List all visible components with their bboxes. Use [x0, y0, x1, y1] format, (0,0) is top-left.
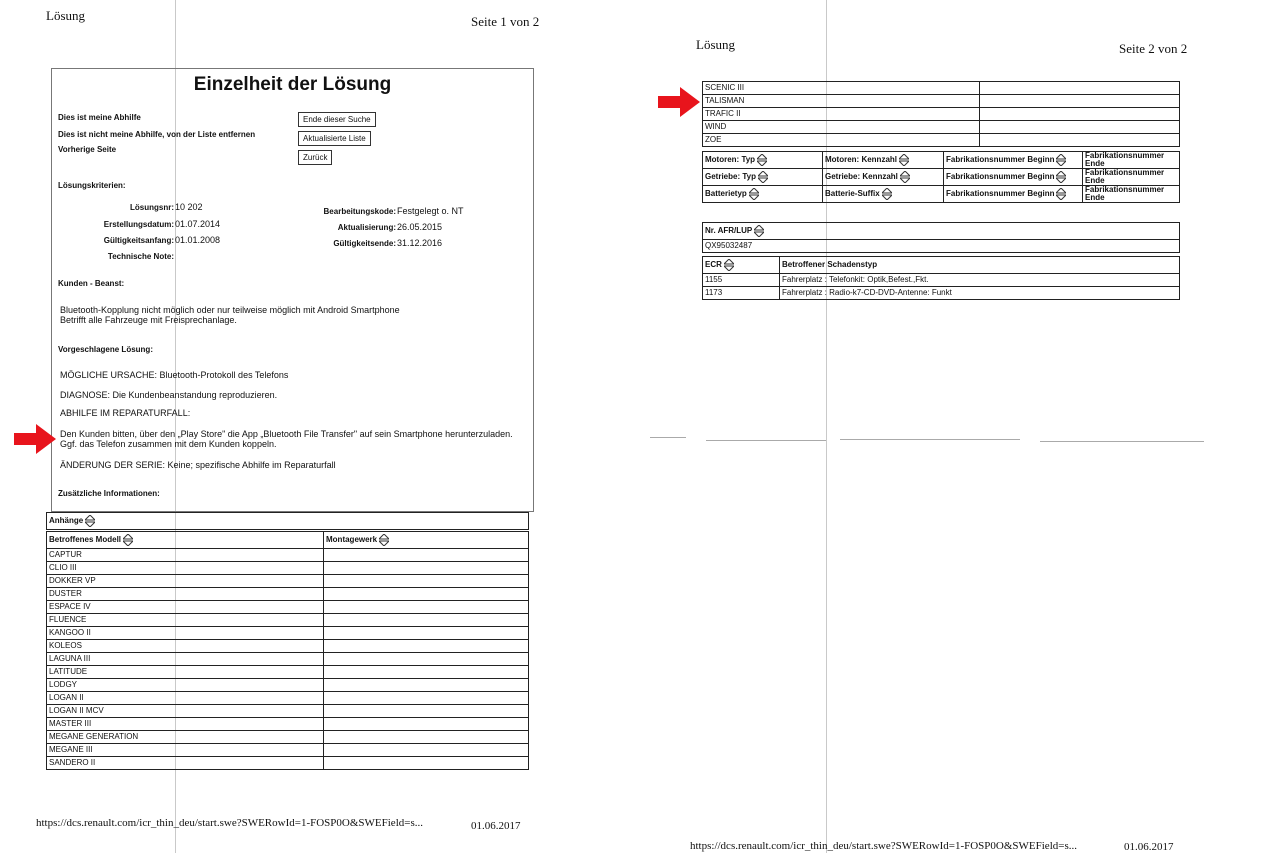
page1-header-right: Seite 1 von 2: [471, 14, 540, 29]
field-label-created: Erstellungsdatum:: [103, 220, 174, 229]
sort-arrows-icon[interactable]: [85, 515, 95, 527]
table-row: [47, 744, 529, 757]
table-row: [703, 240, 1180, 253]
ecr-code-cell: 1155: [703, 274, 780, 287]
table-row: [703, 108, 1180, 121]
plant-cell: [324, 705, 529, 718]
gearbox-serial-end-label: Fabrikationsnummer Ende: [1085, 168, 1165, 185]
scan-noise: [650, 437, 686, 438]
model-cell: WIND: [703, 121, 980, 134]
complaint-line-2: Betrifft alle Fahrzeuge mit Freisprechanlage.: [60, 315, 237, 325]
diagnosis-text: DIAGNOSE: Die Kundenbeanstandung reproduzieren.: [60, 390, 278, 400]
plant-cell: [324, 640, 529, 653]
engine-row: [703, 152, 1180, 169]
model-cell: ZOE: [703, 134, 980, 147]
model-column-header[interactable]: [47, 532, 324, 549]
table-row: [47, 757, 529, 770]
model-cell: TRAFIC II: [703, 108, 980, 121]
battery-serial-end-label: Fabrikationsnummer Ende: [1085, 185, 1165, 202]
damage-desc-cell: Fahrerplatz : Radio-k7-CD-DVD-Antenne: Funkt: [780, 287, 1180, 300]
solution-detail-panel: [51, 68, 534, 512]
field-value-solution-no: 10 202: [175, 202, 203, 212]
table-row: [47, 640, 529, 653]
model-cell: CLIO III: [47, 562, 324, 575]
field-label-tech-note: Technische Note:: [107, 252, 174, 261]
engine-code-label: Motoren: Kennzahl: [825, 155, 897, 164]
scan-noise: [706, 440, 826, 441]
plant-cell: [324, 575, 529, 588]
model-cell: MEGANE GENERATION: [47, 731, 324, 744]
model-cell: KANGOO II: [47, 627, 324, 640]
series-change-text: ÄNDERUNG DER SERIE: Keine; spezifische Abhilfe im Reparaturfall: [60, 460, 336, 470]
action-label-2: Dies ist nicht meine Abhilfe, von der Liste entfernen: [58, 130, 256, 139]
model-column-label: Betroffenes Modell: [49, 535, 122, 544]
model-cell: MEGANE III: [47, 744, 324, 757]
models-table-page2: [702, 81, 1180, 147]
model-cell: SANDERO II: [47, 757, 324, 770]
page2-footer-date: 01.06.2017: [1124, 841, 1174, 853]
field-value-edit-code: Festgelegt o. NT: [397, 206, 464, 216]
model-cell: MASTER III: [47, 718, 324, 731]
gearbox-type-header[interactable]: [703, 169, 823, 186]
table-row: [703, 274, 1180, 287]
plant-cell: [324, 718, 529, 731]
remedy-line-1: Den Kunden bitten, über den „Play Store" die App „Bluetooth File Transfer" auf sein Smartphone herunterzuladen.: [60, 429, 513, 439]
table-row: [47, 679, 529, 692]
battery-serial-end-header[interactable]: [1083, 186, 1180, 203]
sort-arrows-icon[interactable]: [882, 188, 892, 200]
gearbox-code-header[interactable]: [823, 169, 944, 186]
plant-cell: [324, 562, 529, 575]
table-row: [47, 718, 529, 731]
components-table: [702, 151, 1180, 203]
engine-serial-start-label: Fabrikationsnummer Beginn: [946, 155, 1055, 164]
table-row: [47, 627, 529, 640]
gearbox-code-label: Getriebe: Kennzahl: [825, 172, 898, 181]
table-row: [47, 692, 529, 705]
model-cell: TALISMAN: [703, 95, 980, 108]
plant-column-header[interactable]: [324, 532, 529, 549]
engine-type-header[interactable]: [703, 152, 823, 169]
engine-serial-end-label: Fabrikationsnummer Ende: [1085, 151, 1165, 168]
table-row: [47, 705, 529, 718]
model-cell: LAGUNA III: [47, 653, 324, 666]
gearbox-type-label: Getriebe: Typ: [705, 172, 756, 181]
sort-arrows-icon[interactable]: [900, 171, 910, 183]
scan-noise: [1040, 441, 1204, 442]
damage-type-label: Betroffener Schadenstyp: [782, 260, 878, 269]
attachments-label: Anhänge: [49, 516, 84, 525]
page1-footer-url: https://dcs.renault.com/icr_thin_deu/start.swe?SWERowId=1-FOSP0O&SWEField=s...: [36, 817, 423, 829]
table-row: [703, 121, 1180, 134]
battery-serial-start-header[interactable]: [944, 186, 1083, 203]
model-cell: SCENIC III: [703, 82, 980, 95]
table-row: [47, 588, 529, 601]
page1-footer-date: 01.06.2017: [471, 820, 521, 832]
action-label-3: Vorherige Seite: [58, 145, 117, 154]
attachments-table: [46, 512, 529, 530]
sort-arrows-icon[interactable]: [899, 154, 909, 166]
afr-table: [702, 222, 1180, 253]
engine-serial-end-header[interactable]: [1083, 152, 1180, 169]
page2-header-left: Lösung: [696, 37, 735, 52]
page2-footer-url: https://dcs.renault.com/icr_thin_deu/start.swe?SWERowId=1-FOSP0O&SWEField=s...: [690, 840, 1077, 852]
table-row: [703, 287, 1180, 300]
ecr-label: ECR: [705, 260, 722, 269]
afr-header[interactable]: [703, 223, 1180, 240]
model-cell: LOGAN II: [47, 692, 324, 705]
sort-arrows-icon[interactable]: [749, 188, 759, 200]
battery-suffix-label: Batterie-Suffix: [825, 189, 880, 198]
plant-cell: [324, 588, 529, 601]
model-cell: LOGAN II MCV: [47, 705, 324, 718]
remedy-line-2: Ggf. das Telefon zusammen mit dem Kunden koppeln.: [60, 439, 277, 449]
sort-arrows-icon[interactable]: [1056, 154, 1066, 166]
model-cell: CAPTUR: [47, 549, 324, 562]
field-value-valid-from: 01.01.2008: [175, 235, 221, 245]
sort-arrows-icon[interactable]: [758, 171, 768, 183]
plant-column-label: Montagewerk: [326, 535, 378, 544]
sort-arrows-icon[interactable]: [754, 225, 764, 237]
ecr-table: [702, 256, 1180, 300]
plant-cell: [324, 614, 529, 627]
plant-cell: [980, 121, 1180, 134]
plant-cell: [324, 653, 529, 666]
plant-cell: [980, 82, 1180, 95]
plant-cell: [324, 731, 529, 744]
model-cell: DUSTER: [47, 588, 324, 601]
complaint-line-1: Bluetooth-Kopplung nicht möglich oder nur teilweise möglich mit Android Smartphone: [60, 305, 400, 315]
ecr-code-cell: 1173: [703, 287, 780, 300]
table-row: [703, 134, 1180, 147]
field-value-valid-until: 31.12.2016: [397, 238, 443, 248]
sort-arrows-icon[interactable]: [123, 534, 133, 546]
action-label-1: Dies ist meine Abhilfe: [58, 113, 141, 122]
engine-serial-start-header[interactable]: [944, 152, 1083, 169]
gearbox-serial-end-header[interactable]: [1083, 169, 1180, 186]
page2-header-right: Seite 2 von 2: [1119, 41, 1188, 56]
sort-arrows-icon[interactable]: [724, 259, 734, 271]
red-arrow-icon: [658, 87, 700, 117]
sort-arrows-icon[interactable]: [1056, 171, 1066, 183]
table-row: [47, 614, 529, 627]
table-row: [47, 562, 529, 575]
plant-cell: [980, 134, 1180, 147]
models-table-page1: [46, 531, 529, 770]
solution-heading: Vorgeschlagene Lösung:: [58, 345, 153, 354]
back-button[interactable]: Zurück: [298, 150, 332, 165]
plant-cell: [324, 549, 529, 562]
battery-type-label: Batterietyp: [705, 189, 747, 198]
battery-row: [703, 186, 1180, 203]
plant-cell: [324, 757, 529, 770]
field-label-valid-from: Gültigkeitsanfang:: [103, 236, 174, 245]
table-row: [47, 731, 529, 744]
sort-arrows-icon[interactable]: [379, 534, 389, 546]
plant-cell: [324, 692, 529, 705]
gearbox-serial-start-header[interactable]: [944, 169, 1083, 186]
ecr-header[interactable]: [703, 257, 780, 274]
plant-cell: [324, 666, 529, 679]
model-cell: FLUENCE: [47, 614, 324, 627]
table-row: [47, 549, 529, 562]
red-arrow-icon: [14, 424, 56, 454]
sort-arrows-icon[interactable]: [757, 154, 767, 166]
complaint-heading: Kunden - Beanst:: [58, 279, 125, 288]
page1-header-left: Lösung: [46, 8, 85, 23]
table-row: [47, 666, 529, 679]
table-row: [47, 653, 529, 666]
field-value-created: 01.07.2014: [175, 219, 221, 229]
end-search-button[interactable]: Ende dieser Suche: [298, 112, 376, 127]
cause-text: MÖGLICHE URSACHE: Bluetooth-Protokoll des Telefons: [60, 370, 289, 380]
remedy-heading: ABHILFE IM REPARATURFALL:: [60, 408, 191, 418]
plant-cell: [324, 601, 529, 614]
updated-list-button[interactable]: Aktualisierte Liste: [298, 131, 371, 146]
model-cell: LATITUDE: [47, 666, 324, 679]
attachments-header[interactable]: [47, 513, 529, 530]
plant-cell: [324, 744, 529, 757]
damage-desc-cell: Fahrerplatz : Telefonkit: Optik,Befest.,Fkt.: [780, 274, 1180, 287]
table-row: [47, 575, 529, 588]
plant-cell: [324, 679, 529, 692]
afr-value: QX95032487: [703, 240, 1180, 253]
battery-suffix-header[interactable]: [823, 186, 944, 203]
model-cell: LODGY: [47, 679, 324, 692]
criteria-heading: Lösungskriterien:: [58, 181, 126, 190]
table-row: [703, 95, 1180, 108]
field-label-valid-until: Gültigkeitsende:: [333, 239, 396, 248]
model-cell: DOKKER VP: [47, 575, 324, 588]
plant-cell: [980, 108, 1180, 121]
engine-code-header[interactable]: [823, 152, 944, 169]
battery-type-header[interactable]: [703, 186, 823, 203]
additional-info-heading: Zusätzliche Informationen:: [58, 489, 160, 498]
model-cell: KOLEOS: [47, 640, 324, 653]
engine-type-label: Motoren: Typ: [705, 155, 756, 164]
sort-arrows-icon[interactable]: [1056, 188, 1066, 200]
field-value-updated: 26.05.2015: [397, 222, 443, 232]
scan-noise: [840, 439, 1020, 440]
gearbox-serial-start-label: Fabrikationsnummer Beginn: [946, 172, 1055, 181]
gearbox-row: [703, 169, 1180, 186]
field-label-edit-code: Bearbeitungskode:: [323, 207, 396, 216]
afr-label: Nr. AFR/LUP: [705, 226, 753, 235]
table-row: [703, 82, 1180, 95]
model-cell: ESPACE IV: [47, 601, 324, 614]
field-label-updated: Aktualisierung:: [337, 223, 396, 232]
plant-cell: [980, 95, 1180, 108]
damage-type-header: [780, 257, 1180, 274]
page-title: Einzelheit der Lösung: [193, 74, 392, 95]
plant-cell: [324, 627, 529, 640]
table-row: [47, 601, 529, 614]
field-label-solution-no: Lösungsnr:: [130, 203, 174, 212]
battery-serial-start-label: Fabrikationsnummer Beginn: [946, 189, 1055, 198]
